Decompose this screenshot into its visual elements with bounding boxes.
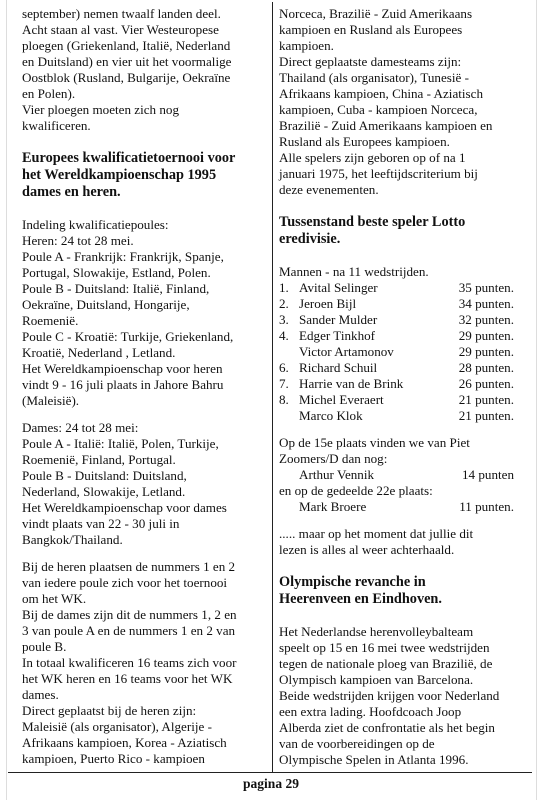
text-line: Poule A - Frankrijk: Frankrijk, Spanje, — [22, 249, 224, 264]
text-line: Het Wereldkampioenschap voor heren — [22, 361, 223, 376]
text-line: Olympische Spelen in Atlanta 1996. — [279, 752, 469, 767]
spacer — [279, 608, 523, 624]
text-line: vindt plaats van 22 - 30 juli in — [22, 516, 180, 531]
closing-paragraph — [279, 526, 523, 558]
text-line: kampioen en Rusland als Europees — [279, 22, 463, 37]
heading-line: dames en heren. — [22, 184, 121, 200]
player-name: Marco Klok — [299, 408, 363, 423]
text-line: en op de gedeelde 22e plaats: — [279, 483, 433, 498]
text-line: Het Nederlandse herenvolleybalteam — [279, 624, 474, 639]
text-line: Poule B - Duitsland: Italië, Finland, — [22, 281, 210, 296]
player-name: Michel Everaert — [299, 392, 384, 407]
text-line: Afrikaans kampioen, Korea - Aziatisch — [22, 735, 227, 750]
text-line: Direct geplaatste damesteams zijn: — [279, 54, 462, 69]
player-rank: 7. — [279, 376, 289, 391]
spacer — [22, 134, 266, 150]
text-line: speelt op 15 en 16 mei twee wedstrijden — [279, 640, 490, 655]
text-line: Alberda ziet de confrontatie als het begin — [279, 720, 495, 735]
heading-line: Tussenstand beste speler Lotto — [279, 214, 466, 230]
footer-rule — [8, 772, 532, 773]
text-line: van iedere poule zich voor het toernooi — [22, 575, 228, 590]
text-line: Olympisch kampioen van Barcelona. — [279, 672, 474, 687]
heading-line: het Wereldkampioenschap 1995 — [22, 167, 217, 183]
text-line: kampioen. — [279, 38, 334, 53]
player-points: 32 punten. — [458, 312, 514, 327]
right-column — [279, 6, 523, 768]
player-rank: 6. — [279, 360, 289, 375]
text-line: vindt 9 - 16 juli plaats in Jahore Bahru — [22, 377, 224, 392]
player-name: Harrie van de Brink — [299, 376, 404, 391]
text-line: Nederland, Slowakije, Letland. — [22, 484, 186, 499]
text-line: poule B. — [22, 639, 67, 654]
player-points: 11 punten. — [459, 499, 514, 514]
text-line: Direct geplaatst bij de heren zijn: — [22, 703, 197, 718]
text-line: Thailand (als organisator), Tunesië - — [279, 70, 469, 85]
page-number: pagina 29 — [243, 776, 299, 791]
text-line: Afrikaans kampioen, China - Aziatisch — [279, 86, 483, 101]
text-line: Rusland als Europees kampioen. — [279, 134, 450, 149]
heading-line: eredivisie. — [279, 231, 341, 247]
text-line: Roemenië, Finland, Portugal. — [22, 452, 176, 467]
text-line: ploegen (Griekenland, Italië, Nederland — [22, 38, 231, 53]
text-line: Beide wedstrijden krijgen voor Nederland — [279, 688, 500, 703]
text-line: Vier ploegen moeten zich nog — [22, 102, 180, 117]
text-line: Heren: 24 tot 28 mei. — [22, 233, 134, 248]
text-line: Bij de heren plaatsen de nummers 1 en 2 — [22, 559, 236, 574]
other-place-row-2 — [279, 499, 514, 515]
text-line: Poule B - Duitsland: Duitsland, — [22, 468, 187, 483]
standings-intro: Mannen - na 11 wedstrijden. — [279, 264, 429, 279]
section-heading-qualification — [22, 150, 266, 201]
player-rank — [279, 344, 299, 360]
column-divider — [272, 2, 273, 772]
player-name: Victor Artamonov — [299, 344, 394, 359]
text-line: In totaal kwalificeren 16 teams zich voor — [22, 655, 237, 670]
text-line: Kroatië, Nederland , Letland. — [22, 345, 176, 360]
heading-line: Europees kwalificatietoernooi voor — [22, 150, 236, 166]
player-rank: 8. — [279, 392, 289, 407]
standings-row — [279, 360, 514, 376]
text-line: 3 van poule A en de nummers 1 en 2 van — [22, 623, 236, 638]
text-line: Oekraïne, Duitsland, Hongarije, — [22, 297, 190, 312]
text-line: Dames: 24 tot 28 mei: — [22, 420, 139, 435]
player-points: 21 punten. — [458, 392, 514, 407]
qualification-paragraph — [22, 559, 266, 767]
standings-row — [279, 280, 514, 296]
standings-row — [279, 392, 514, 408]
page-edge-right — [536, 0, 537, 800]
player-points: 14 punten — [461, 467, 514, 482]
player-name: Richard Schuil — [299, 360, 378, 375]
text-line: en Duitsland) en vier uit het voormalige — [22, 54, 232, 69]
player-points: 21 punten. — [458, 408, 514, 423]
page-edge-left — [6, 0, 7, 800]
text-line: het WK heren en 16 teams voor het WK — [22, 671, 233, 686]
text-line: Norceca, Brazilië - Zuid Amerikaans — [279, 6, 473, 21]
text-line: kwalificeren. — [22, 118, 91, 133]
player-points: 34 punten. — [458, 296, 514, 311]
text-line: Oostblok (Rusland, Bulgarije, Oekraïne — [22, 70, 231, 85]
text-line: Indeling kwalificatiepoules: — [22, 217, 169, 232]
player-name: Mark Broere — [299, 499, 367, 514]
standings-row — [279, 296, 514, 312]
player-name: Arthur Vennik — [299, 467, 375, 482]
player-rank: 4. — [279, 328, 289, 343]
spacer — [279, 558, 523, 574]
text-line: Op de 15e plaats vinden we van Piet — [279, 435, 470, 450]
standings-row — [279, 376, 514, 392]
player-rank — [279, 408, 299, 424]
player-name: Jeroen Bijl — [299, 296, 357, 311]
spacer — [279, 198, 523, 214]
player-points: 35 punten. — [458, 280, 514, 295]
text-line: Portugal, Slowakije, Estland, Polen. — [22, 265, 211, 280]
other-place-row-1 — [279, 467, 514, 483]
text-line: om het WK. — [22, 591, 87, 606]
left-column — [22, 6, 266, 767]
standings-row — [279, 344, 514, 360]
text-line: Acht staan al vast. Vier Westeuropese — [22, 22, 219, 37]
text-line: tegen de nationale ploeg van Brazilië, de — [279, 656, 493, 671]
text-line: kampioen, Cuba - kampioen Norceca, — [279, 102, 478, 117]
spacer — [279, 515, 523, 526]
spacer — [279, 424, 523, 435]
text-line: (Maleisië). — [22, 393, 80, 408]
text-line: Roemenië. — [22, 313, 79, 328]
text-line: en Polen). — [22, 86, 76, 101]
women-pools-paragraph — [22, 420, 266, 548]
text-line: januari 1975, het leeftijdscriterium bij — [279, 166, 478, 181]
text-line: dames. — [22, 687, 59, 702]
heading-line: Heerenveen en Eindhoven. — [279, 591, 442, 607]
continued-paragraph — [279, 6, 523, 198]
text-line: september) nemen twaalf landen deel. — [22, 6, 221, 21]
text-line: Het Wereldkampioenschap voor dames — [22, 500, 227, 515]
player-points: 29 punten. — [458, 344, 514, 359]
text-line: ..... maar op het moment dat jullie dit — [279, 526, 474, 541]
spacer — [22, 409, 266, 420]
text-line: Bij de dames zijn dit de nummers 1, 2 en — [22, 607, 237, 622]
text-line: een extra lading. Hoofdcoach Joop — [279, 704, 462, 719]
text-line: Zoomers/D dan nog: — [279, 451, 388, 466]
player-rank: 2. — [279, 296, 289, 311]
player-points: 28 punten. — [458, 360, 514, 375]
standings-row — [279, 408, 514, 424]
player-rank: 1. — [279, 280, 289, 295]
player-name: Avital Selinger — [299, 280, 378, 295]
section-heading-standings — [279, 214, 523, 248]
text-line: Bangkok/Thailand. — [22, 532, 123, 547]
standings-table — [279, 280, 514, 424]
text-line: kampioen, Puerto Rico - kampioen — [22, 751, 205, 766]
heading-line: Olympische revanche in — [279, 574, 426, 590]
player-points: 26 punten. — [458, 376, 514, 391]
spacer — [22, 548, 266, 559]
text-line: deze evenementen. — [279, 182, 379, 197]
section-heading-olympic — [279, 574, 523, 608]
standings-row — [279, 328, 514, 344]
spacer — [22, 201, 266, 217]
intro-paragraph — [22, 6, 266, 134]
text-line: van de voorbereidingen op de — [279, 736, 435, 751]
player-name: Edger Tinkhof — [299, 328, 376, 343]
player-rank: 3. — [279, 312, 289, 327]
other-places-paragraph — [279, 435, 523, 467]
men-pools-paragraph — [22, 217, 266, 409]
text-line: Alle spelers zijn geboren op of na 1 — [279, 150, 466, 165]
standings-row — [279, 312, 514, 328]
player-name: Sander Mulder — [299, 312, 378, 327]
text-line: Brazilië - Zuid Amerikaans kampioen en — [279, 118, 493, 133]
spacer — [279, 248, 523, 264]
article-paragraph — [279, 624, 523, 768]
text-line: Poule C - Kroatië: Turkije, Griekenland, — [22, 329, 234, 344]
text-line: Poule A - Italië: Italië, Polen, Turkije, — [22, 436, 219, 451]
player-points: 29 punten. — [458, 328, 514, 343]
text-line: Maleisië (als organisator), Algerije - — [22, 719, 212, 734]
text-line: lezen is alles al weer achterhaald. — [279, 542, 455, 557]
